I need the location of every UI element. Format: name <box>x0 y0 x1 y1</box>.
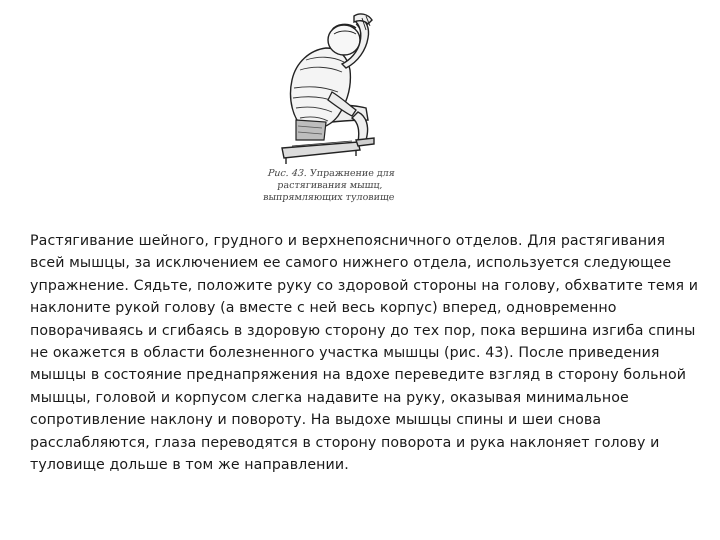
text-line: туловище дольше в том же направлении. <box>30 457 349 474</box>
figure-caption <box>238 168 422 204</box>
caption-line-2: растягивания мышц, <box>276 180 384 191</box>
seated-stretch-illustration <box>262 8 402 166</box>
text-line: упражнение. Сядьте, положите руку со здоровой стороны на голову, обхватите темя и <box>30 277 699 294</box>
text-line: наклоните рукой голову (а вместе с ней весь корпус) вперед, одновременно <box>30 300 617 317</box>
body-paragraph <box>30 230 700 476</box>
text-line: мышцы, головой и корпусом слегка надавите на руку, оказывая минимальное <box>30 389 629 406</box>
text-line: расслабляются, глаза переводятся в сторону поворота и рука наклоняет голову и <box>30 434 660 451</box>
text-line: всей мышцы, за исключением ее самого нижнего отдела, используется следующее <box>30 255 672 272</box>
text-line: поворачиваясь и сгибаясь в здоровую сторону до тех пор, пока вершина изгиба спины <box>30 322 696 339</box>
caption-text-1: Упражнение для <box>309 168 396 179</box>
caption-line-1 <box>241 168 422 180</box>
figure-label: Рис. 43. <box>267 168 308 179</box>
exercise-figure <box>240 8 420 218</box>
text-line: сопротивление наклону и повороту. На выдохе мышцы спины и шеи снова <box>30 412 602 429</box>
caption-line-3: выпрямляющих туловище <box>262 192 396 203</box>
text-line: Растягивание шейного, грудного и верхнепоясничного отделов. Для растягивания <box>30 233 666 249</box>
text-line: мышцы в состояние преднапряжения на вдохе переведите взгляд в сторону больной <box>30 367 687 384</box>
text-line: не окажется в области болезненного участка мышцы (рис. 43). После приведения <box>30 345 660 362</box>
